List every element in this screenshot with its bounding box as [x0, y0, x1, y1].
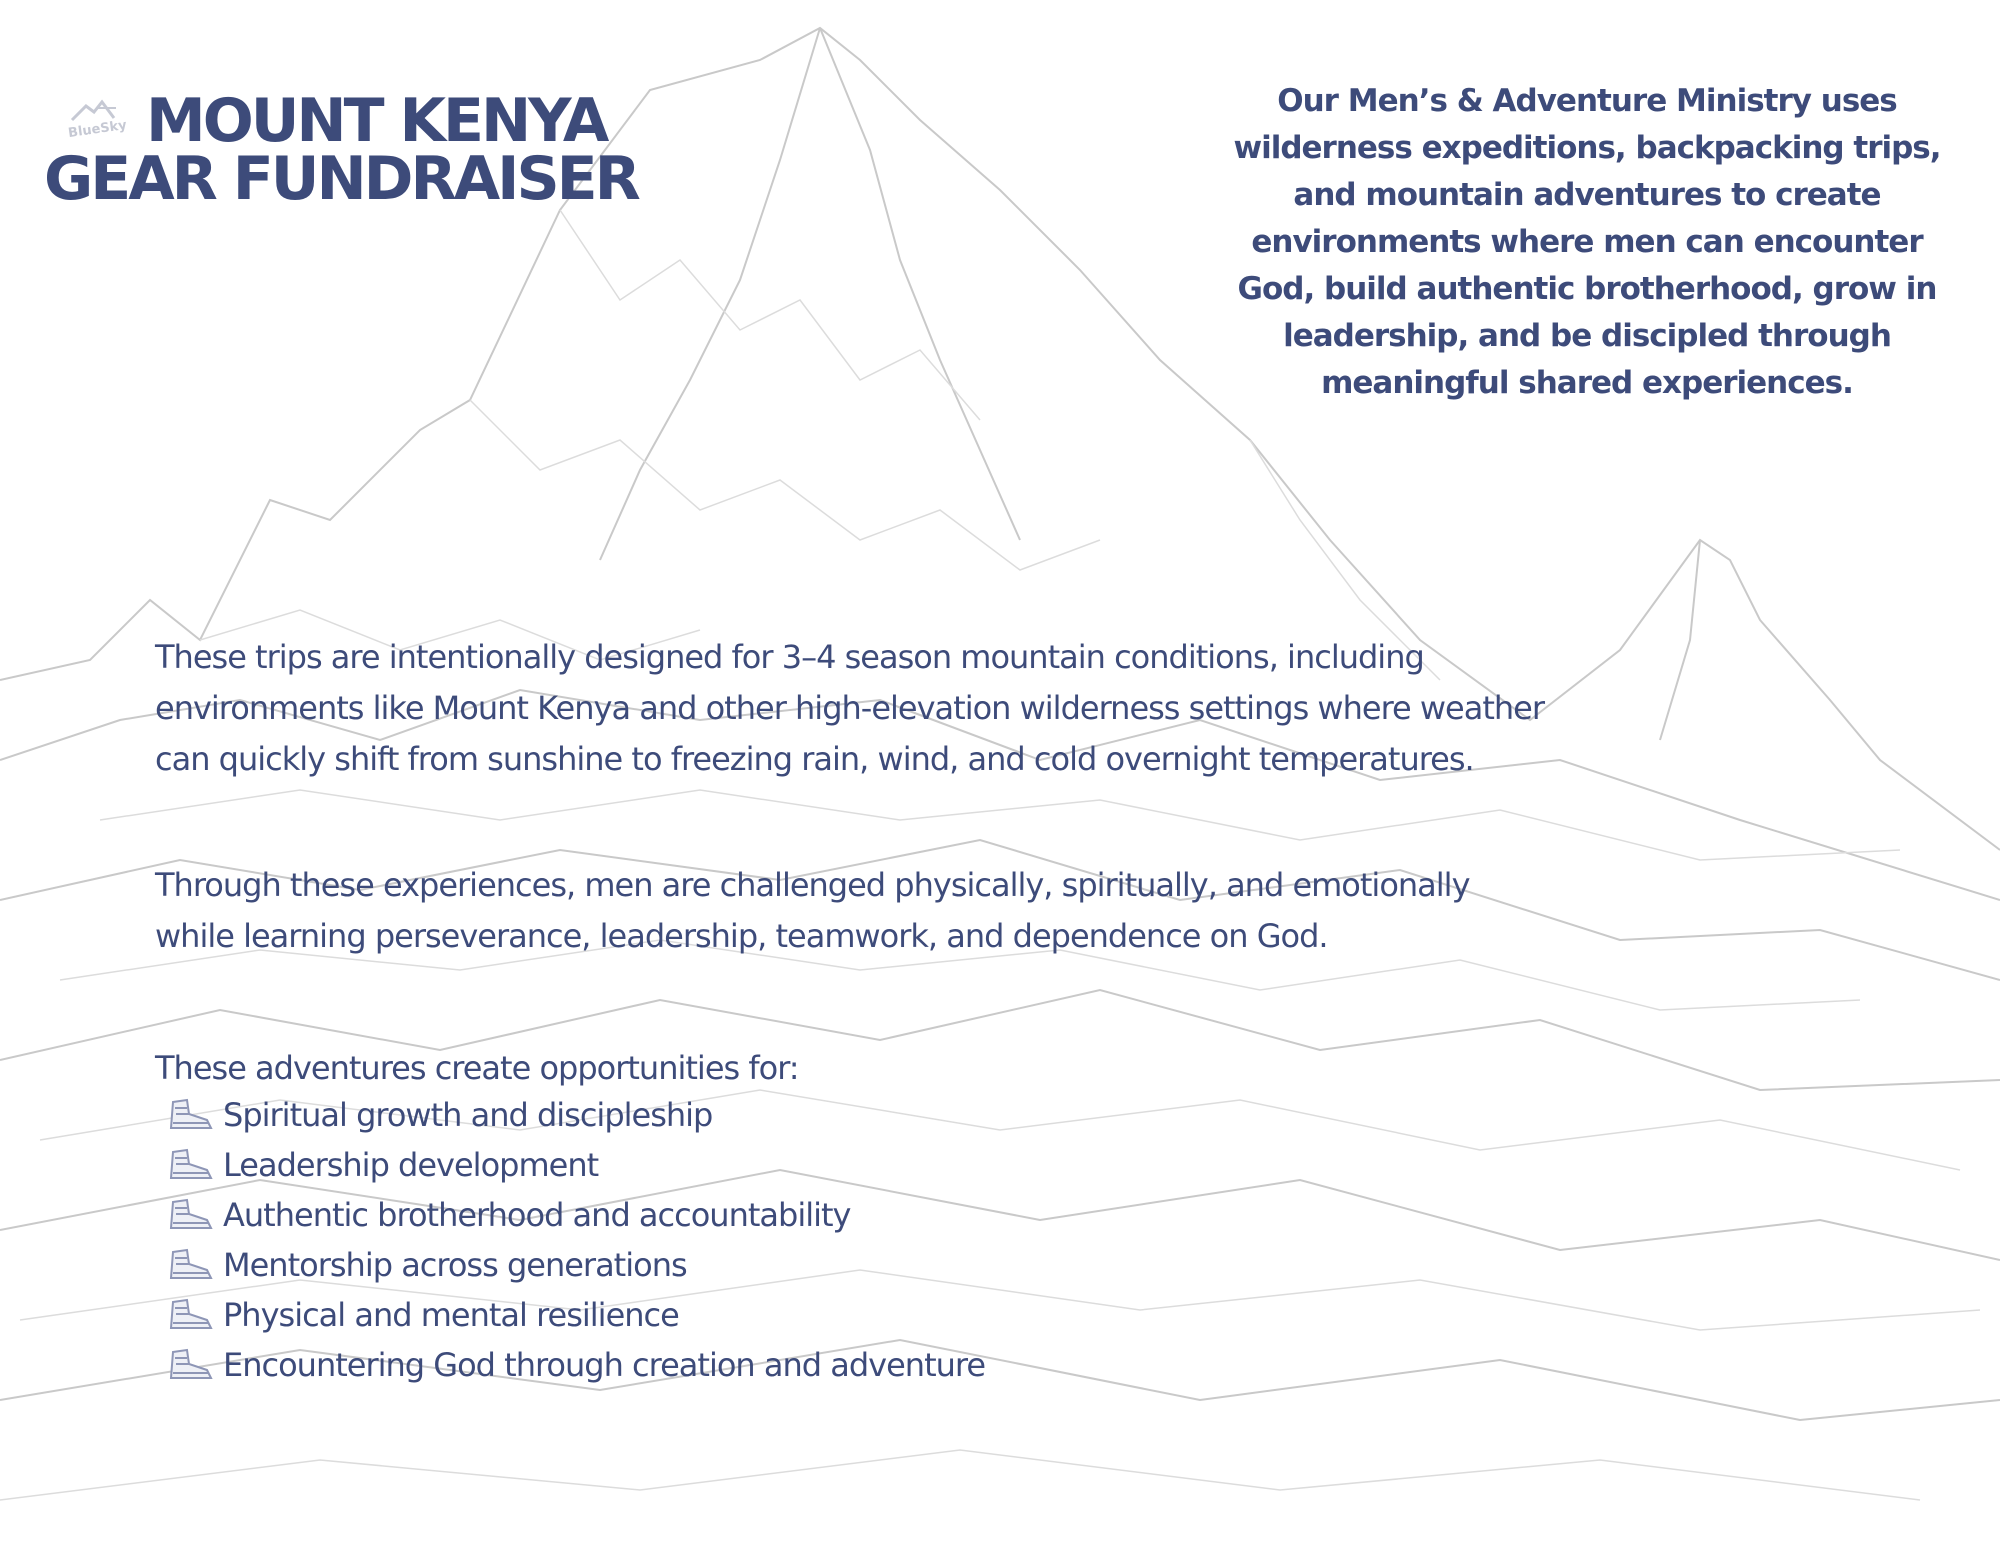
list-item: [165, 1190, 985, 1240]
list-item-label: Leadership development: [223, 1146, 599, 1184]
hiking-boot-icon: [165, 1096, 215, 1134]
title-line-1: MOUNT KENYA: [146, 86, 607, 156]
trip-conditions-paragraph: These trips are intentionally designed for 3–4 season mountain conditions, including environments like Mount Kenya and other high-elevation wilderness settings where weather can quickly shift from sunshine to freezing rain, wind, and cold overnight temperatures.: [155, 638, 1545, 778]
hiking-boot-icon: [165, 1196, 215, 1234]
list-item-label: Encountering God through creation and adventure: [223, 1346, 986, 1384]
hiking-boot-icon: [165, 1146, 215, 1184]
list-item-label: Spiritual growth and discipleship: [223, 1096, 713, 1134]
list-item-label: Authentic brotherhood and accountability: [223, 1196, 851, 1234]
list-item-label: Physical and mental resilience: [223, 1296, 679, 1334]
opportunities-list: [165, 1090, 985, 1390]
hiking-boot-icon: [165, 1346, 215, 1384]
opportunities-intro: These adventures create opportunities for:: [155, 1049, 799, 1087]
title-line-2: GEAR FUNDRAISER: [44, 144, 638, 214]
experiences-paragraph: Through these experiences, men are challenged physically, spiritually, and emotionally while learning perseverance, leadership, teamwork, and dependence on God.: [155, 866, 1470, 955]
list-item: [165, 1090, 985, 1140]
hiking-boot-icon: [165, 1246, 215, 1284]
list-item: [165, 1240, 985, 1290]
logo-text: BlueSky: [67, 117, 128, 142]
ministry-intro: Our Men’s & Adventure Ministry uses wilderness expeditions, backpacking trips, and mountain adventures to create environments where men can encounter God, build authentic brotherhood, grow in leadership, and be discipled through meaningful shared experiences.: [1233, 83, 1941, 401]
list-item: [165, 1290, 985, 1340]
list-item: [165, 1140, 985, 1190]
list-item-label: Mentorship across generations: [223, 1246, 687, 1284]
page-title: [44, 86, 638, 214]
list-item: [165, 1340, 985, 1390]
hiking-boot-icon: [165, 1296, 215, 1334]
